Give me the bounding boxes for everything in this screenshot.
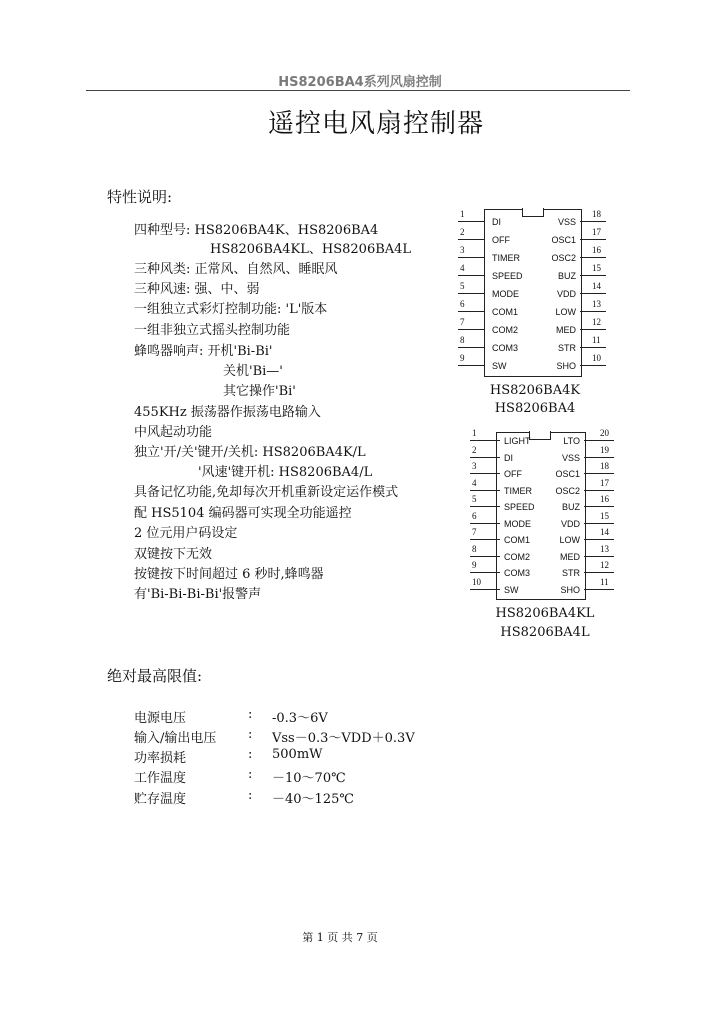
pin-label: LOW	[559, 535, 580, 545]
pin-label: SW	[492, 361, 507, 371]
pin-label: COM3	[504, 568, 531, 578]
feature-line: '风速'键开机: HS8206BA4/L	[198, 465, 373, 480]
header-title: HS8206BA4系列风扇控制	[278, 75, 442, 90]
rating-name: 输入/输出电压	[134, 731, 217, 746]
pin-lead	[458, 221, 484, 222]
pin-label: DI	[492, 217, 501, 227]
pin-number: 10	[472, 576, 481, 587]
feature-line: 一组非独立式摇头控制功能	[134, 323, 291, 338]
pin-lead	[584, 572, 614, 573]
pin-lead	[470, 490, 500, 491]
pin-label: LTO	[563, 436, 580, 446]
pin-label: COM1	[504, 535, 531, 545]
pin-number: 5	[472, 494, 477, 504]
rating-sep: :	[248, 707, 253, 722]
pin-lead	[580, 257, 606, 258]
pin-number: 13	[592, 299, 601, 309]
pin-lead	[458, 257, 484, 258]
pin-lead	[584, 490, 614, 491]
pin-number: 14	[600, 527, 609, 537]
pin-lead	[470, 523, 500, 524]
feature-line: 中风起动功能	[134, 425, 213, 440]
pin-number: 1	[472, 428, 477, 438]
pin-number: 16	[600, 494, 609, 504]
pin-lead	[580, 329, 606, 330]
pin-lead	[584, 506, 614, 507]
pin-number: 20	[600, 428, 609, 438]
rating-name: 工作温度	[134, 771, 187, 786]
pin-number: 3	[460, 245, 465, 255]
pin-lead	[458, 293, 484, 294]
feature-line: 其它操作'Bi'	[223, 384, 296, 399]
pin-lead	[584, 457, 614, 458]
pin-number: 18	[592, 209, 601, 219]
feature-line: 具备记忆功能,免却每次开机重新设定运作模式	[134, 485, 399, 500]
pin-label: BUZ	[562, 502, 580, 512]
feature-line: 独立'开/关'键开/关机: HS8206BA4K/L	[134, 445, 366, 460]
pin-number: 6	[472, 510, 477, 521]
pin-lead	[470, 589, 500, 590]
pin-label: MED	[556, 325, 576, 335]
chip-caption: HS8206BA4	[494, 401, 576, 416]
rating-value: －10～70℃	[272, 771, 346, 786]
pin-label: TIMER	[504, 485, 532, 496]
pin-label: OSC1	[551, 235, 576, 245]
rating-name: 贮存温度	[134, 792, 187, 807]
pin-number: 14	[592, 281, 601, 291]
chip-caption: HS8206BA4K	[489, 383, 581, 398]
pin-lead	[584, 556, 614, 557]
pin-lead	[580, 347, 606, 348]
pin-lead	[470, 440, 500, 441]
features-heading: 特性说明:	[107, 188, 173, 206]
pin-label: LIGHT	[504, 436, 531, 446]
rating-value: Vss－0.3～VDD＋0.3V	[272, 731, 415, 746]
pin-number: 17	[592, 227, 601, 237]
pin-label: OSC1	[555, 469, 580, 479]
pin-number: 11	[600, 576, 609, 587]
pin-label: OSC2	[551, 253, 576, 263]
pin-label: SW	[504, 584, 519, 595]
pin-label: VDD	[556, 289, 576, 299]
pin-label: STR	[562, 568, 580, 578]
chip-caption: HS8206BA4KL	[495, 606, 595, 621]
pin-lead	[584, 473, 614, 474]
ratings-heading: 绝对最高限值:	[107, 667, 203, 685]
pin-lead	[580, 311, 606, 312]
pin-number: 9	[460, 353, 465, 363]
pin-number: 10	[592, 353, 601, 363]
pin-lead	[584, 539, 614, 540]
pin-label: VSS	[561, 452, 580, 463]
pin-label: SHO	[560, 584, 580, 595]
pin-number: 12	[600, 560, 609, 570]
pin-label: STR	[558, 343, 576, 353]
pin-label: COM3	[492, 343, 519, 353]
pin-number: 15	[600, 510, 609, 521]
pin-number: 18	[600, 461, 609, 471]
pin-lead	[580, 221, 606, 222]
pin-number: 4	[472, 477, 477, 488]
pin-number: 6	[460, 299, 465, 309]
pin-label: SPEED	[504, 502, 535, 512]
pin-lead	[470, 457, 500, 458]
rating-name: 电源电压	[134, 711, 187, 726]
pin-number: 13	[600, 543, 609, 554]
feature-line: 有'Bi-Bi-Bi-Bi'报警声	[134, 587, 262, 602]
page-number: 第 1 页 共 7 页	[302, 931, 378, 944]
pin-number: 1	[460, 209, 465, 219]
rating-name: 功率损耗	[134, 751, 187, 766]
rating-sep: :	[248, 727, 253, 742]
pin-lead	[458, 311, 484, 312]
pin-label: OFF	[492, 235, 510, 245]
chip-notch	[522, 208, 544, 217]
pin-lead	[584, 523, 614, 524]
pin-number: 3	[472, 461, 477, 471]
pin-label: LOW	[555, 307, 576, 317]
pin-lead	[470, 572, 500, 573]
pin-label: MODE	[492, 289, 519, 299]
pin-lead	[580, 293, 606, 294]
pin-number: 2	[460, 227, 465, 237]
pin-label: VDD	[560, 518, 580, 529]
pin-label: MED	[560, 551, 580, 562]
feature-line: 按键按下时间超过 6 秒时,蜂鸣器	[134, 567, 324, 582]
pin-number: 15	[592, 263, 601, 273]
pin-label: MODE	[504, 518, 531, 529]
pin-lead	[458, 347, 484, 348]
pin-lead	[580, 239, 606, 240]
pin-number: 19	[600, 444, 609, 455]
pin-lead	[458, 239, 484, 240]
pin-number: 5	[460, 281, 465, 291]
feature-line: HS8206BA4KL、HS8206BA4L	[210, 242, 412, 257]
pin-label: DI	[504, 452, 513, 463]
pin-label: OSC2	[555, 485, 580, 496]
feature-line: 关机'Bi—'	[223, 364, 283, 379]
feature-line: 配 HS5104 编码器可实现全功能遥控	[134, 506, 352, 521]
pin-lead	[584, 589, 614, 590]
pin-label: SHO	[556, 361, 576, 371]
pin-label: VSS	[557, 217, 576, 227]
pin-lead	[580, 365, 606, 366]
pin-lead	[458, 275, 484, 276]
pin-number: 2	[472, 444, 477, 455]
pin-number: 9	[472, 560, 477, 570]
pin-lead	[470, 539, 500, 540]
feature-line: 2 位元用户码设定	[134, 526, 238, 541]
pin-number: 7	[472, 527, 477, 537]
feature-line: 四种型号: HS8206BA4K、HS8206BA4	[134, 223, 379, 238]
pin-lead	[470, 473, 500, 474]
rating-sep: :	[248, 767, 253, 782]
feature-line: 蜂鸣器响声: 开机'Bi-Bi'	[134, 344, 273, 359]
feature-line: 455KHz 振荡器作振荡电路输入	[134, 405, 321, 420]
pin-label: COM2	[492, 325, 519, 335]
feature-line: 三种风速: 强、中、弱	[134, 282, 260, 297]
pin-number: 8	[460, 335, 465, 345]
rating-sep: :	[248, 747, 253, 762]
pin-label: OFF	[504, 469, 522, 479]
rating-value: －40～125℃	[272, 792, 354, 807]
pin-lead	[584, 440, 614, 441]
pin-label: BUZ	[558, 271, 576, 281]
pin-label: TIMER	[492, 253, 520, 263]
header-divider	[86, 90, 630, 91]
pin-number: 7	[460, 317, 465, 327]
pin-number: 11	[592, 335, 601, 345]
pin-lead	[458, 365, 484, 366]
feature-line: 三种风类: 正常风、自然风、睡眠风	[134, 262, 338, 277]
pin-label: SPEED	[492, 271, 523, 281]
chip-caption: HS8206BA4L	[500, 625, 590, 640]
pin-number: 17	[600, 477, 609, 488]
pin-lead	[470, 506, 500, 507]
pin-lead	[580, 275, 606, 276]
pin-label: COM1	[492, 307, 519, 317]
pin-number: 12	[592, 317, 601, 327]
pin-number: 4	[460, 263, 465, 273]
page-title: 遥控电风扇控制器	[267, 109, 484, 139]
rating-value: 500mW	[272, 747, 323, 762]
feature-line: 一组独立式彩灯控制功能: 'L'版本	[134, 302, 328, 317]
rating-value: -0.3～6V	[272, 711, 328, 726]
pin-lead	[470, 556, 500, 557]
pin-number: 8	[472, 543, 477, 554]
pin-label: COM2	[504, 551, 531, 562]
feature-line: 双键按下无效	[134, 547, 213, 562]
rating-sep: :	[248, 788, 253, 803]
pin-lead	[458, 329, 484, 330]
pin-number: 16	[592, 245, 601, 255]
